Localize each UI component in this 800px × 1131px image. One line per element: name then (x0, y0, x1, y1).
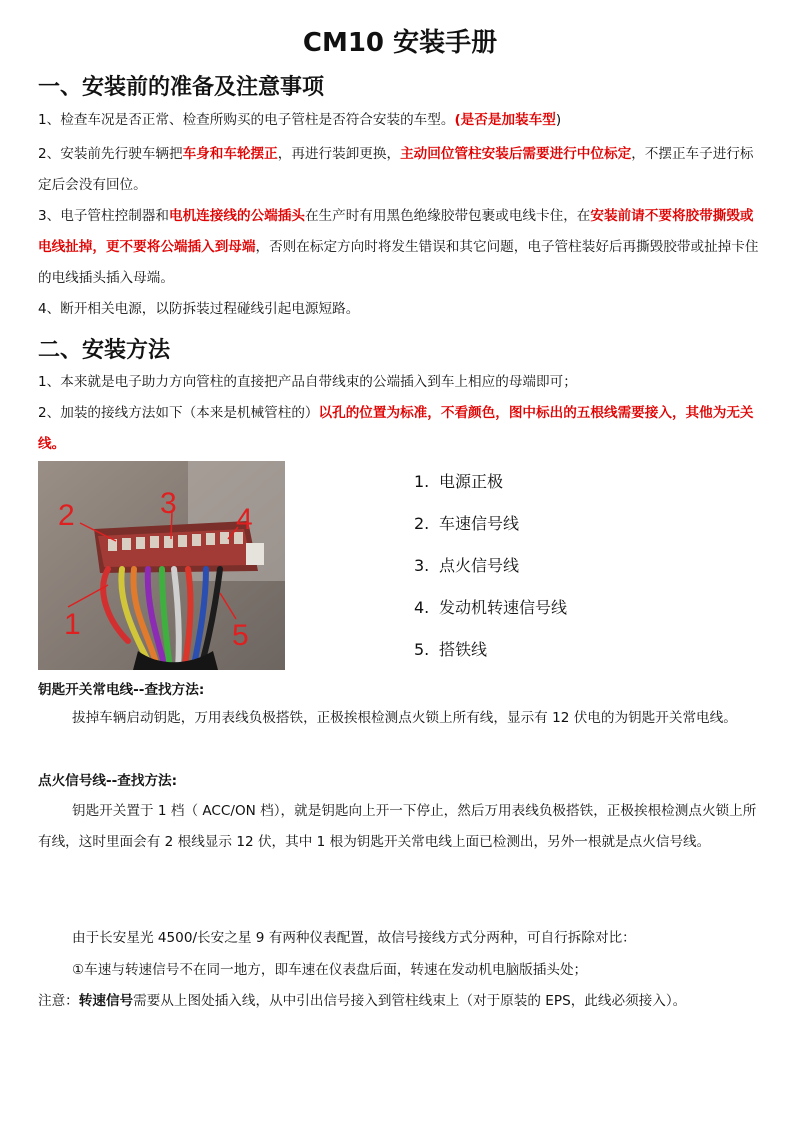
text-run: ，否则在标定方向时将发生错误和其它问题，电子管柱装好后再撕毁胶带或扯掉卡住的电线插头插入母端。 (38, 239, 759, 286)
highlight-text: 主动回位管柱安装后需要进行中位标定 (400, 146, 632, 162)
note-label: 注意： (38, 993, 79, 1009)
section1-item1 (38, 105, 766, 136)
wire-number: 5. (414, 640, 430, 659)
changan-note (38, 986, 766, 1017)
wire-number: 4. (414, 598, 430, 617)
section2-item2 (38, 398, 766, 460)
changan-case1: ①车速与转速信号不在同一地方，即车速在仪表盘后面，转速在发动机电脑版插头处； (72, 962, 588, 978)
highlight-text: 。 (51, 436, 66, 452)
wire-number: 3. (414, 556, 430, 575)
highlight-text: (是否是加装车型 (454, 112, 556, 128)
section1-heading: 一、安装前的准备及注意事项 (38, 75, 325, 100)
key-wire-heading: 钥匙开关常电线--查找方法: (38, 682, 205, 698)
wire-label: 发动机转速信号线 (439, 598, 568, 617)
wire-label: 电源正极 (439, 472, 504, 491)
wire-label: 车速信号线 (439, 514, 520, 533)
ignition-wire-text: 钥匙开关置于 1 档（ ACC/ON 档），就是钥匙向上开一下停止，然后万用表线负极搭铁，正极挨根检测点火锁上所有线，这时里面会有 2 根线显示 12 伏，其中 1 根为钥匙开关常电线上面已检测出，另外一根就是点火信号线。 (38, 803, 757, 850)
wire-list-item (414, 462, 567, 504)
photo-label-5: 5 (232, 619, 249, 652)
section1-item4: 4、断开相关电源，以防拆装过程碰线引起电源短路。 (38, 301, 360, 317)
text-run: ) (555, 112, 562, 128)
section1-item2 (38, 139, 766, 201)
highlight-text: 安装前请不要将胶带撕毁或电线扯掉，更不要将公端插入到母端 (38, 208, 754, 255)
highlight-text: 电机连接线的公端插头 (169, 208, 305, 224)
section1-item3 (38, 201, 766, 294)
wire-list (414, 462, 567, 672)
section2-item1: 1、本来就是电子助力方向管柱的直接把产品自带线束的公端插入到车上相应的母端即可； (38, 374, 577, 390)
page-title: CM10 安装手册 (302, 28, 498, 58)
connector-photo (38, 461, 285, 670)
text-run: ，再进行装卸更换， (277, 146, 401, 162)
photo-label-1: 1 (64, 608, 81, 641)
wire-list-item (414, 504, 567, 546)
wire-number: 1. (414, 472, 430, 491)
key-wire-text: 拔掉车辆启动钥匙，万用表线负极搭铁，正极挨根检测点火锁上所有线，显示有 12 伏电的为钥匙开关常电线。 (72, 710, 737, 726)
ignition-wire-heading: 点火信号线--查找方法: (38, 773, 178, 789)
text-run: 在生产时有用黑色绝缘胶带包裹或电线卡住，在 (304, 208, 591, 224)
highlight-text: 车身和车轮摆正 (182, 146, 278, 162)
photo-label-3: 3 (160, 487, 177, 520)
section2-heading: 二、安装方法 (38, 338, 171, 363)
text-run: 3、电子管柱控制器和 (38, 208, 169, 224)
text-run: ，不摆正车子进行标定后会没有回位。 (38, 146, 754, 193)
wire-number: 2. (414, 514, 430, 533)
note-emphasis: 转速信号 (78, 993, 134, 1009)
wire-label: 搭铁线 (439, 640, 488, 659)
wire-list-item (414, 588, 567, 630)
photo-label-4: 4 (236, 503, 253, 536)
wire-list-item (414, 630, 567, 672)
wire-list-item (414, 546, 567, 588)
changan-intro: 由于长安星光 4500/长安之星 9 有两种仪表配置，故信号接线方式分两种，可自行拆除对比： (72, 930, 636, 946)
note-text: 需要从上图处插入线，从中引出信号接入到管柱线束上（对于原装的 EPS，此线必须接入）。 (133, 993, 687, 1009)
wire-label: 点火信号线 (439, 556, 520, 575)
highlight-text: 以孔的位置为标准，不看颜色，图中标出的五根线需要接入，其他为无关线 (38, 405, 754, 452)
text-run: 1、检查车况是否正常、检查所购买的电子管柱是否符合安装的车型。 (38, 112, 455, 128)
text-run: 2、加装的接线方法如下（本来是机械管柱的） (38, 405, 319, 421)
photo-label-2: 2 (58, 499, 75, 532)
text-run: 2、安装前先行驶车辆把 (38, 146, 183, 162)
